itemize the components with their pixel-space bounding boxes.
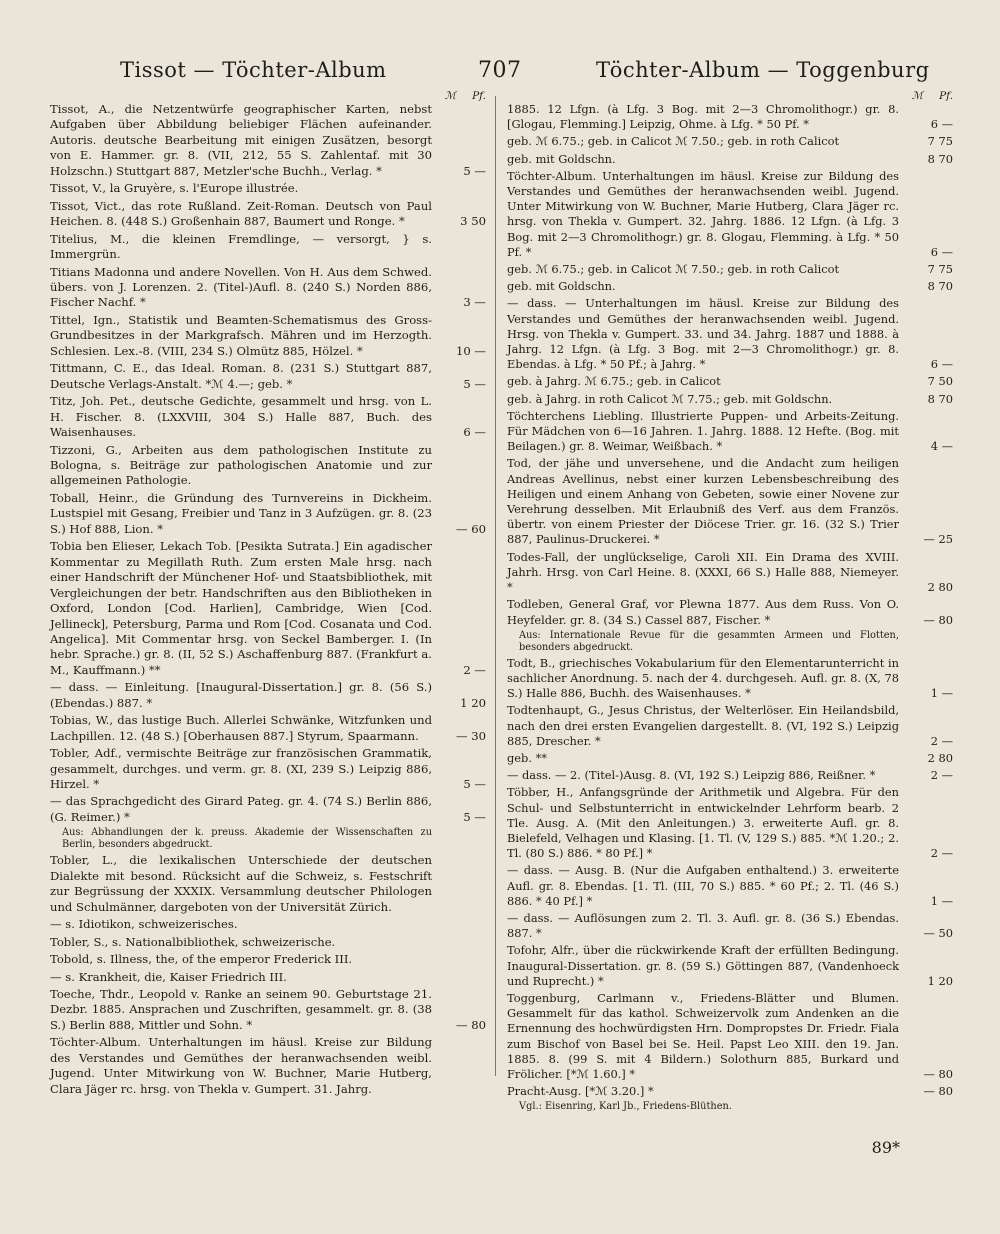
running-head	[40, 58, 960, 92]
catalog-entry	[507, 134, 953, 149]
entry-price: 3 —	[463, 295, 486, 310]
entry-text: Töchterchens Liebling. Illustrierte Puppen- und Arbeits-Zeitung. Für Mädchen von 6—16 Jahren. 1. Jahrg. 1888. 12 Hefte. (Bog. mit Beilagen.) gr. 8. Weimar, Weißbach. *	[507, 408, 899, 454]
pfennig-label: Pf.	[939, 90, 953, 102]
catalog-entry	[50, 970, 486, 985]
entry-price: 6 —	[930, 244, 953, 259]
entry-text: Tissot, A., die Netzentwürfe geographischer Karten, nebst Aufgaben über Abbildung beliebiger Flächen aufeinander. Autoris. deutsche Bearbeitung mit einigen Zusätzen, besorgt von E. Hammer. gr. 8. (VII, 212, 55 S. Zahlentaf. mit 30 Holzschn.) Stuttgart 887, Metzler'sche Buchh., Verlag. *	[50, 102, 432, 178]
entry-text: Tobia ben Elieser, Lekach Tob. [Pesikta Sutrata.] Ein agadischer Kommentar zu Megillath Ruth. Zum ersten Male hrsg. nach einer Handschrift der Münchener Hof- und Staatsbibliothek, mit Vergleichungen der betr. Handschriften aus den Bibliotheken in Oxford, London [Cod. Harlien], Cambridge, Wien [Cod. Jellineck], Petersburg, Parma und Rom [Cod. Cosanata und Cod. Angelica]. Mit Commentar hrsg. von Seckel Bamberger. I. (In hebr. Sprache.) gr. 8. (II, 52 S.) Aschaffenburg 887. (Frankfurt a. M., Kauffmann.) **	[50, 539, 432, 677]
entry-price: 7 75	[927, 262, 953, 277]
catalog-entry	[50, 265, 486, 311]
catalog-entry	[50, 853, 486, 915]
entry-text: Tobler, L., die lexikalischen Unterschiede der deutschen Dialekte mit besond. Rücksicht auf die Schweiz, s. Festschrift zur Begrüssung der XXXIX. Versammlung deutscher Philologen und Schulmänner, dargeboten von der Universität Zürich.	[50, 853, 432, 914]
entry-price: 8 70	[927, 391, 953, 406]
catalog-entry	[50, 313, 486, 359]
entry-text: — dass. — 2. (Titel-)Ausg. 8. (VI, 192 S.) Leipzig 886, Reißner. *	[507, 768, 876, 783]
entry-text: Tissot, Vict., das rote Rußland. Zeit-Roman. Deutsch von Paul Heichen. 8. (448 S.) Großenhain 887, Baumert und Ronge. *	[50, 198, 432, 229]
catalog-entry	[507, 550, 953, 596]
entry-text: Többer, H., Anfangsgründe der Arithmetik und Algebra. Für den Schul- und Selbstunterricht in entwickelnder Lehrform bearb. 2 Tle. Ausg. A. (Mit den Anleitungen.) 3. erweiterte Aufl. gr. 8. Bielefeld, Velhagen und Klasing. [1. Tl. (V, 129 S.) 885. *ℳ 1.20.; 2. Tl. (80 S.) 886. * 80 Pf.] *	[507, 785, 899, 861]
entry-text: Tobler, Adf., vermischte Beiträge zur französischen Grammatik, gesammelt, durchges. und verm. gr. 8. (XI, 239 S.) Leipzig 886, Hirzel. *	[50, 746, 432, 792]
entry-text: Aus: Abhandlungen der k. preuss. Akademie der Wissenschaften zu Berlin, besonders abgedruckt.	[62, 827, 432, 851]
entry-text: — dass. — Einleitung. [Inaugural-Dissertation.] gr. 8. (56 S.) (Ebendas.) 887. *	[50, 680, 432, 710]
entry-price: 1 20	[460, 695, 486, 710]
signature-mark: 89*	[871, 1138, 900, 1157]
catalog-entry	[507, 751, 953, 766]
entry-price: 5 —	[463, 809, 486, 824]
entry-text: Todleben, General Graf, vor Plewna 1877. Aus dem Russ. Von O. Heyfelder. gr. 8. (34 S.) Cassel 887, Fischer. *	[507, 597, 899, 627]
entry-text: Titz, Joh. Pet., deutsche Gedichte, gesammelt und hrsg. von L. H. Fischer. 8. (LXXVIII, 304 S.) Halle 887, Buch. des Waisenhauses.	[50, 394, 432, 440]
source-note	[50, 827, 486, 851]
entry-text: Toball, Heinr., die Gründung des Turnvereins in Dickheim. Lustspiel mit Gesang, Freibier und Tanz in 3 Aufzügen. gr. 8. (23 S.) Hof 888, Lion. *	[50, 490, 432, 536]
catalog-entry	[507, 785, 953, 861]
right-column	[507, 90, 953, 1115]
catalog-entry	[507, 169, 953, 260]
catalog-entry	[507, 703, 953, 749]
running-head-right: Töchter-Album — Toggenburg	[596, 58, 930, 82]
entry-text: — dass. — Unterhaltungen im häusl. Kreise zur Bildung des Verstandes und Gemüthes der heranwachsenden weibl. Jugend. Hrsg. von Thekla v. Gumpert. 33. und 34. Jahrg. 1887 und 1888. à Jahrg. 12 Lfgn. (à Lfg. 3 Bog. mit 2—3 Chromolithogr.) gr. 8. Ebendas. à Lfg. * 50 Pf.; à Jahrg. *	[507, 296, 899, 372]
entry-text: Tissot, V., la Gruyère, s. l'Europe illustrée.	[50, 181, 299, 196]
entry-price: 10 —	[455, 343, 486, 358]
entry-text: Titelius, M., die kleinen Fremdlinge, — versorgt, } s. Immergrün.	[50, 231, 432, 262]
catalog-entry	[507, 1084, 953, 1099]
catalog-entry	[507, 392, 953, 407]
entry-text: Tizzoni, G., Arbeiten aus dem pathologischen Institute zu Bologna, s. Beiträge zur pathologischen Anatomie und zur allgemeinen Pathologie.	[50, 442, 432, 488]
catalog-entry	[507, 374, 953, 389]
entry-price: 3 50	[460, 214, 486, 229]
entry-text: Töchter-Album. Unterhaltungen im häusl. Kreise zur Bildung des Verstandes und Gemüthes der heranwachsenden weibl. Jugend. Unter Mitwirkung von W. Buchner, Marie Hutberg, Clara Jäger rc. hrsg. von Thekla v. Gumpert. 31. Jahrg.	[50, 1035, 432, 1096]
entry-text: Todt, B., griechisches Vokabularium für den Elementarunterricht in sachlicher Anordnung. 5. nach der 4. durchgeseh. Aufl. gr. 8. (X, 78 S.) Halle 886, Buchh. des Waisenhauses. *	[507, 655, 899, 701]
entry-price: — 80	[923, 612, 953, 627]
catalog-entry	[50, 713, 486, 744]
entry-price: 2 80	[927, 750, 953, 765]
entry-price: 2 80	[927, 580, 953, 595]
entry-text: — s. Krankheit, die, Kaiser Friedrich III.	[50, 969, 287, 984]
entry-text: Vgl.: Eisenring, Karl Jb., Friedens-Blüthen.	[519, 1101, 732, 1113]
source-note	[507, 1101, 953, 1113]
catalog-entry	[50, 746, 486, 792]
entry-price: 2 —	[930, 846, 953, 861]
entry-text: geb. **	[507, 750, 547, 765]
catalog-entry	[507, 991, 953, 1082]
catalog-entry	[50, 917, 486, 932]
catalog-entry	[50, 539, 486, 678]
catalog-entry	[50, 361, 486, 392]
entry-price: — 30	[455, 728, 486, 743]
catalog-entry	[50, 935, 486, 950]
entry-text: geb. à Jahrg. in roth Calicot ℳ 7.75.; geb. mit Goldschn.	[507, 391, 833, 406]
entry-text: Töchter-Album. Unterhaltungen im häusl. Kreise zur Bildung des Verstandes und Gemüthes der heranwachsenden weibl. Jugend. Unter Mitwirkung von W. Buchner, Marie Hutberg, Clara Jäger rc. hrsg. von Thekla v. Gumpert. 32. Jahrg. 1886. 12 Lfgn. (à Lfg. 3 Bog. mit 2—3 Chromolithogr.) gr. 8. Glogau, Flemming. à Lfg. * 50 Pf. *	[507, 168, 899, 259]
catalog-entry	[50, 443, 486, 489]
mark-symbol: ℳ	[444, 90, 456, 102]
entry-text: — dass. — Auflösungen zum 2. Tl. 3. Aufl. gr. 8. (36 S.) Ebendas. 887. *	[507, 910, 899, 941]
catalog-entry	[507, 943, 953, 989]
catalog-entry	[507, 863, 953, 909]
entry-price: 1 —	[930, 686, 953, 701]
entry-text: Todtenhaupt, G., Jesus Christus, der Welterlöser. Ein Heilandsbild, nach den drei ersten Evangelien dargestellt. 8. (VI, 192 S.) Leipzig 885, Drescher. *	[507, 703, 899, 748]
entry-price: 7 50	[927, 374, 953, 389]
catalog-entry	[507, 296, 953, 372]
entry-price: 2 —	[930, 768, 953, 783]
running-head-left: Tissot — Töchter-Album	[120, 58, 387, 82]
entry-price: — 80	[923, 1084, 953, 1099]
source-note	[507, 630, 953, 654]
entry-text: — das Sprachgedicht des Girard Pateg. gr. 4. (74 S.) Berlin 886, (G. Reimer.) *	[50, 794, 432, 824]
entry-price: 5 —	[463, 777, 486, 792]
entry-text: — s. Idiotikon, schweizerisches.	[50, 917, 238, 932]
entry-price: 8 70	[927, 279, 953, 294]
catalog-entry	[50, 794, 486, 825]
entry-text: geb. mit Goldschn.	[507, 279, 616, 294]
catalog-entry	[50, 491, 486, 537]
column-divider	[495, 96, 496, 1076]
catalog-entry	[507, 102, 953, 132]
entry-text: geb. mit Goldschn.	[507, 151, 616, 166]
catalog-entry	[50, 232, 486, 263]
catalog-entry	[50, 181, 486, 196]
page-number: 707	[478, 58, 522, 83]
entry-text: Toeche, Thdr., Leopold v. Ranke an seinem 90. Geburtstage 21. Dezbr. 1885. Ansprachen und Zuschriften, gesammelt. gr. 8. (38 S.) Berlin 888, Mittler und Sohn. *	[50, 987, 432, 1032]
entry-text: geb. ℳ 6.75.; geb. in Calicot ℳ 7.50.; geb. in roth Calicot	[507, 262, 840, 277]
entry-text: Todes-Fall, der unglückselige, Caroli XII. Ein Drama des XVIII. Jahrh. Hrsg. von Carl Heine. 8. (XXXI, 66 S.) Halle 888, Niemeyer. *	[507, 549, 899, 595]
catalog-entry	[507, 911, 953, 941]
entry-text: Tofohr, Alfr., über die rückwirkende Kraft der erfüllten Bedingung. Inaugural-Dissertation. gr. 8. (59 S.) Göttingen 887, (Vandenhoeck und Ruprecht.) *	[507, 943, 899, 988]
entry-price: — 80	[455, 1017, 486, 1032]
catalog-entry	[507, 597, 953, 627]
catalog-entry	[507, 768, 953, 783]
entry-price: 5 —	[463, 163, 486, 178]
entry-text: 1885. 12 Lfgn. (à Lfg. 3 Bog. mit 2—3 Chromolithogr.) gr. 8. [Glogau, Flemming.] Leipzig, Ohme. à Lfg. * 50 Pf. *	[507, 102, 899, 132]
catalog-entry	[50, 394, 486, 440]
entry-price: — 50	[923, 926, 953, 941]
entry-text: geb. ℳ 6.75.; geb. in Calicot ℳ 7.50.; geb. in roth Calicot	[507, 134, 840, 149]
entry-price: 6 —	[463, 425, 486, 440]
pfennig-label: Pf.	[472, 90, 486, 102]
mark-symbol: ℳ	[911, 90, 923, 102]
entry-text: Tobold, s. Illness, the, of the emperor Frederick III.	[50, 952, 353, 967]
catalog-entry	[507, 409, 953, 455]
catalog-entry	[50, 102, 486, 179]
catalog-entry	[50, 952, 486, 967]
entry-price: — 80	[923, 1066, 953, 1081]
entry-text: Aus: Internationale Revue für die gesammten Armeen und Flotten, besonders abgedruckt.	[519, 629, 899, 653]
entry-price: 1 20	[927, 973, 953, 988]
price-header-right	[507, 90, 953, 102]
entry-price: 2 —	[930, 733, 953, 748]
entry-price: 2 —	[463, 662, 486, 677]
catalog-entry	[50, 680, 486, 711]
catalog-entry	[50, 987, 486, 1033]
price-header-left	[50, 90, 486, 102]
entry-price: — 25	[923, 532, 953, 547]
catalog-entry	[507, 456, 953, 547]
left-column	[50, 90, 486, 1099]
entry-price: — 60	[455, 521, 486, 536]
entry-text: Tod, der jähe und unversehene, und die Andacht zum heiligen Andreas Avellinus, nebst einer kurzen Lebensbeschreibung des Heiligen und einem Anhang von Gebeten, sowie einer Novene zur Verehrung desselben. Mit Erlaubniß des Verf. aus dem Französ. übertr. von einem Priester der Diöcese Trier. gr. 16. (32 S.) Trier 887, Paulinus-Druckerei. *	[507, 456, 899, 547]
entry-text: geb. à Jahrg. ℳ 6.75.; geb. in Calicot	[507, 374, 721, 389]
entry-text: Tobler, S., s. Nationalbibliothek, schweizerische.	[50, 934, 336, 949]
entry-price: 7 75	[927, 134, 953, 149]
entry-text: Pracht-Ausg. [*ℳ 3.20.] *	[507, 1084, 654, 1099]
entry-text: Toggenburg, Carlmann v., Friedens-Blätter und Blumen. Gesammelt für das kathol. Schweizervolk zum Andenken an die Ernennung des hochwürdigsten Hrn. Dompropstes Dr. Friedr. Fiala zum Bischof von Basel bei Se. Heil. Papst Leo XIII. den 19. Jan. 1885. 8. (99 S. mit 4 Bildern.) Solothurn 885, Burkard und Frölicher. [*ℳ 1.60.] *	[507, 990, 899, 1081]
catalog-entry	[50, 199, 486, 230]
catalog-entry	[507, 262, 953, 277]
entry-price: 5 —	[463, 376, 486, 391]
catalog-entry	[507, 656, 953, 702]
catalog-entry	[50, 1035, 486, 1097]
catalog-entry	[507, 279, 953, 294]
entry-price: 6 —	[930, 357, 953, 372]
entry-text: Tittel, Ign., Statistik und Beamten-Schematismus des Gross-Grundbesitzes in der Markgrafsch. Mähren und im Herzogth. Schlesien. Lex.-8. (VIII, 234 S.) Olmütz 885, Hölzel. *	[50, 312, 432, 358]
entry-price: 8 70	[927, 151, 953, 166]
catalog-entry	[507, 152, 953, 167]
entry-price: 1 —	[930, 893, 953, 908]
entry-text: — dass. — Ausg. B. (Nur die Aufgaben enthaltend.) 3. erweiterte Aufl. gr. 8. Ebendas. [1. Tl. (III, 70 S.) 885. * 60 Pf.; 2. Tl. (46 S.) 886. * 40 Pf.] *	[507, 863, 899, 908]
entry-price: 6 —	[930, 117, 953, 132]
entry-price: 4 —	[930, 439, 953, 454]
entry-text: Titians Madonna und andere Novellen. Von H. Aus dem Schwed. übers. von J. Lorenzen. 2. (Titel-)Aufl. 8. (240 S.) Norden 886, Fischer Nachf. *	[50, 264, 432, 310]
entry-text: Tobias, W., das lustige Buch. Allerlei Schwänke, Witzfunken und Lachpillen. 12. (48 S.) [Oberhausen 887.] Styrum, Spaarmann.	[50, 713, 432, 743]
entry-text: Tittmann, C. E., das Ideal. Roman. 8. (231 S.) Stuttgart 887, Deutsche Verlags-Anstalt. *ℳ 4.—; geb. *	[50, 361, 432, 391]
